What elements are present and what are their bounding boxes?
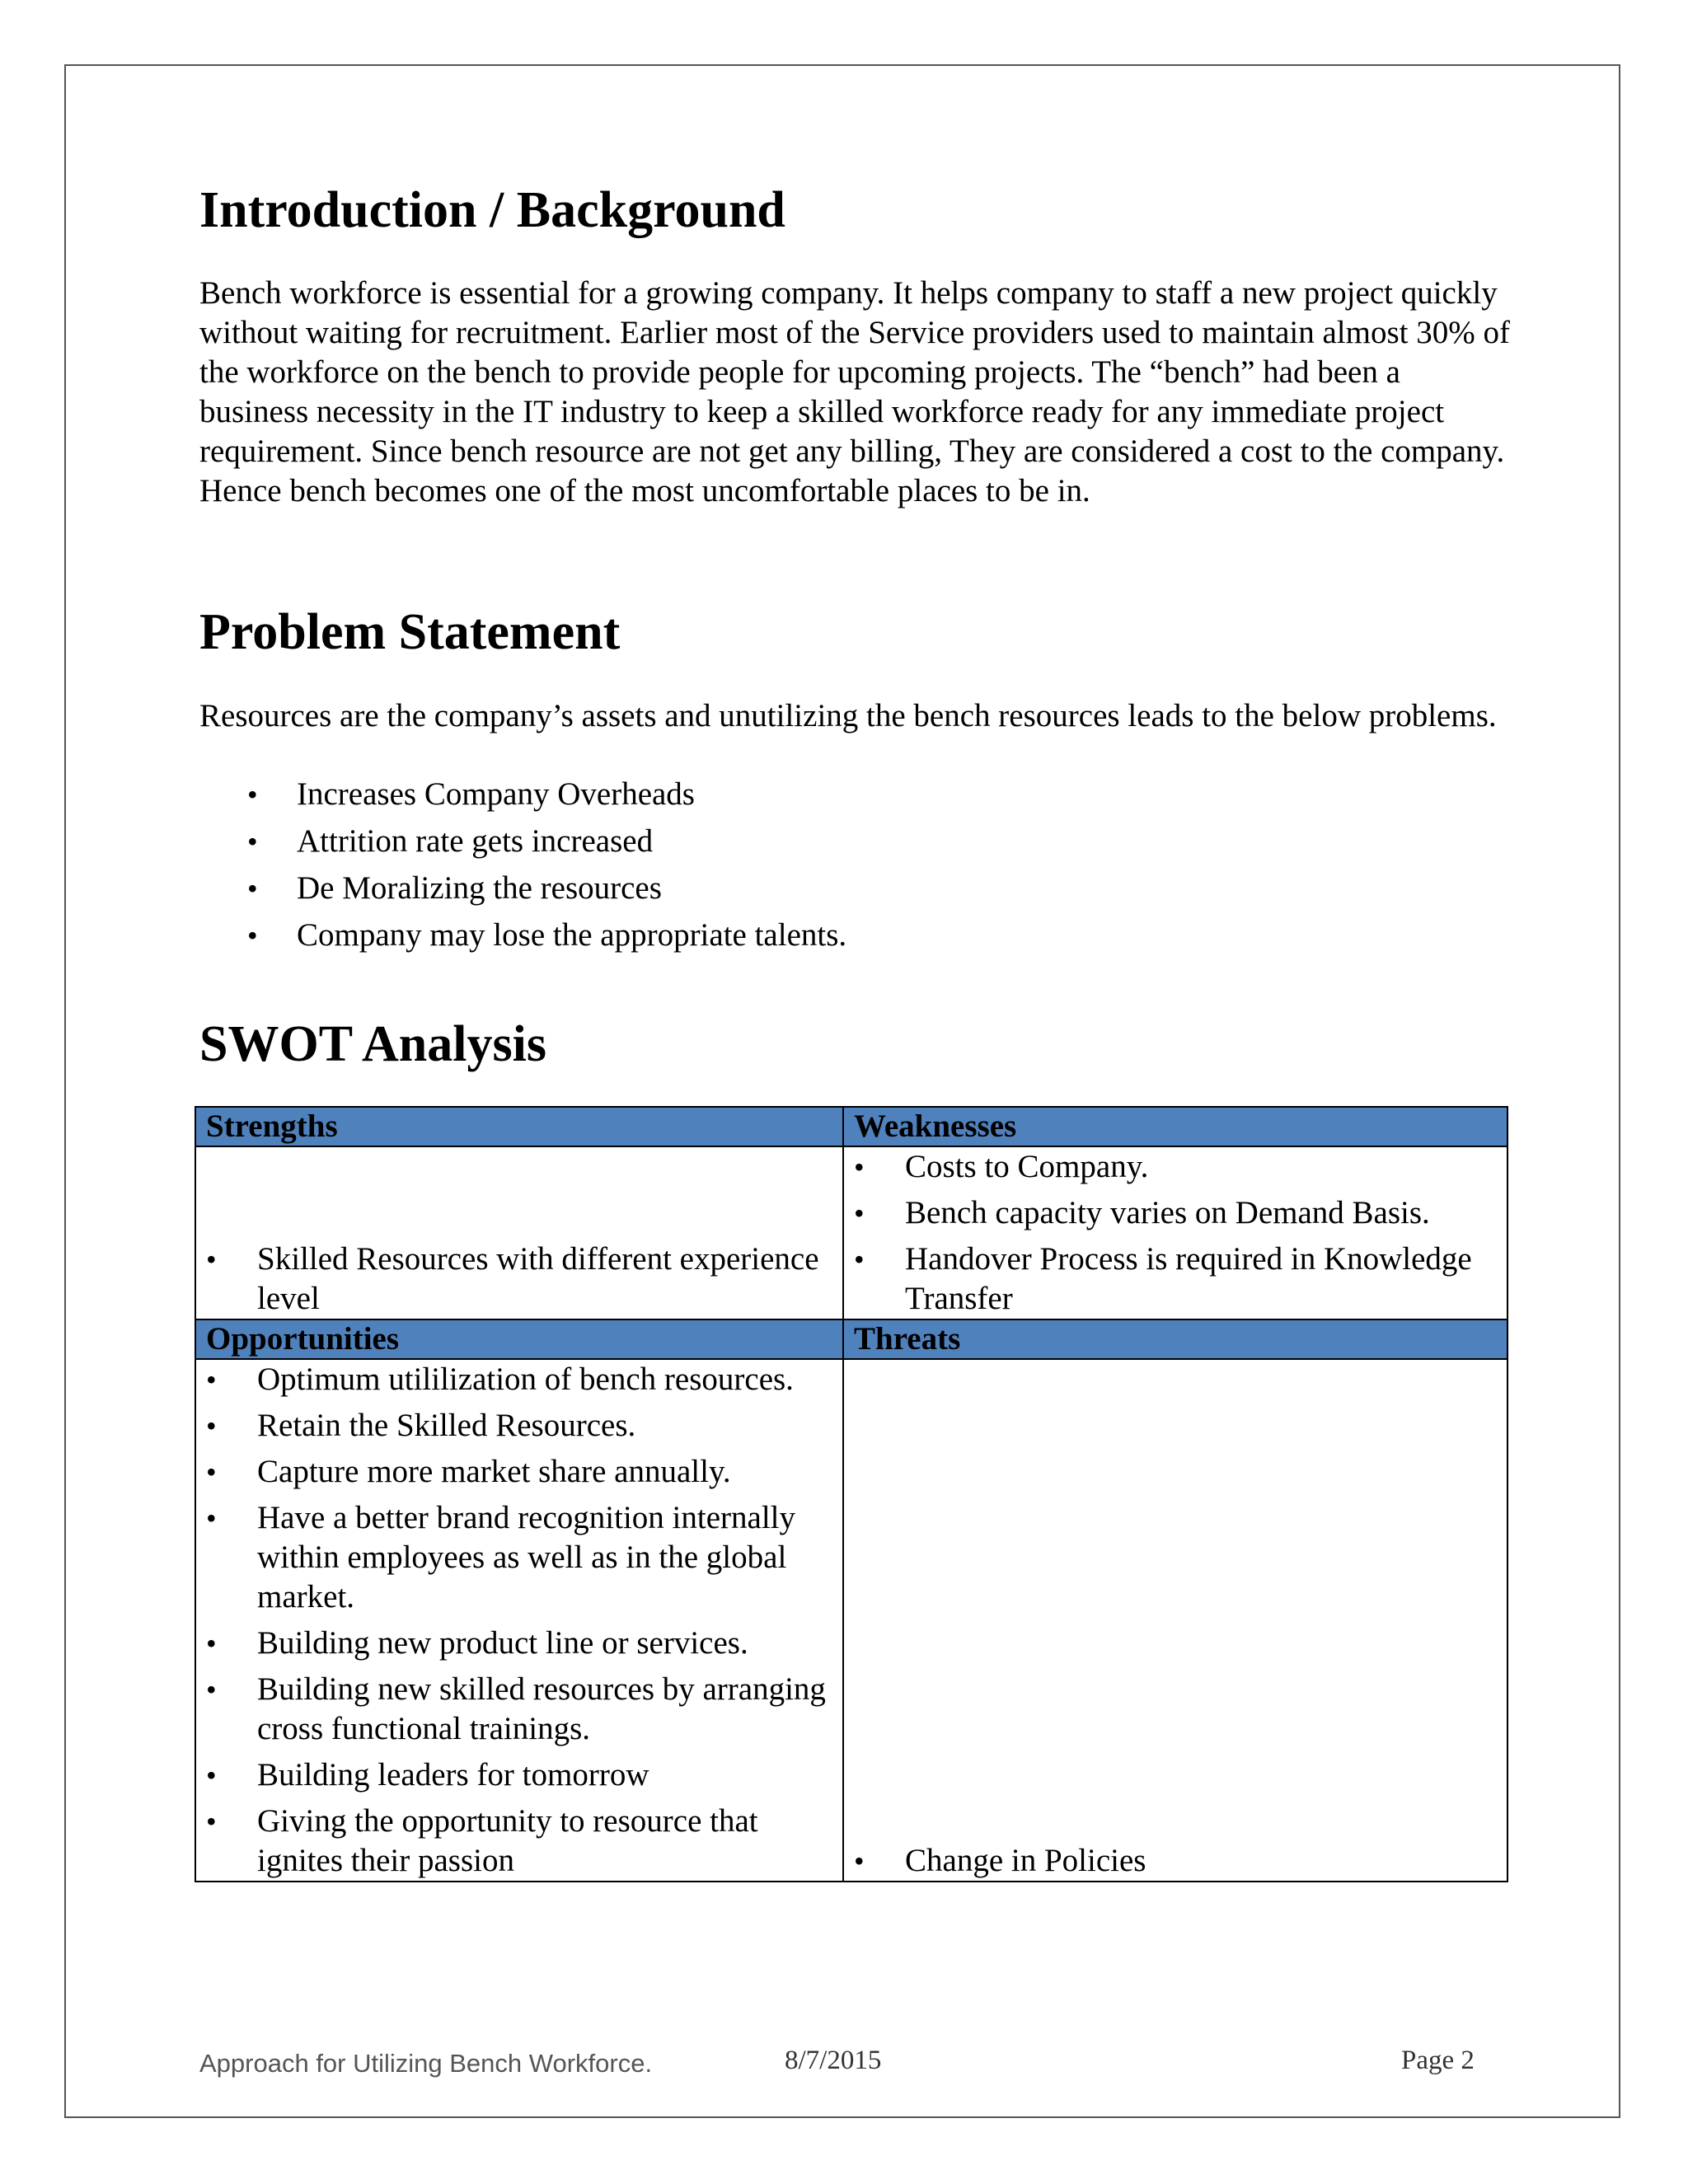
intro-paragraph: Bench workforce is essential for a growing company. It helps company to staff a new project quickly without waiting for recruitment. Earlier most of the Service providers used to maintain almost 30% of the workforce on the bench to provide people for upcoming projects. The “bench” had been a business necessity in the IT industry to keep a skilled workforce ready for any immediate project requirement. Since bench resource are not get any billing, They are considered a cost to the company. Hence bench becomes one of the most uncomfortable places to be in. — [199, 275, 1510, 509]
swot-heading: SWOT Analysis — [199, 1016, 546, 1072]
problem-heading: Problem Statement — [199, 604, 621, 660]
bullet-icon: • — [854, 1844, 865, 1877]
bullet-icon: • — [206, 1627, 217, 1660]
opportunity-item: • Building new product line or services. — [206, 1624, 832, 1663]
problem-paragraph: Resources are the company’s assets and unutilizing the bench resources leads to the below problems. — [199, 698, 1497, 733]
strengths-header: Strengths — [195, 1107, 843, 1146]
opportunity-item: • Have a better brand recognition internally within employees as well as in the global market. — [206, 1500, 795, 1615]
problem-item: • Increases Company Overheads — [247, 775, 846, 822]
threat-item: • Change in Policies — [854, 1841, 1497, 1881]
weakness-item: • Handover Process is required in Knowledge Transfer — [854, 1241, 1472, 1316]
bullet-icon: • — [854, 1197, 865, 1230]
bullet-icon: • — [854, 1243, 865, 1276]
problem-item: • Attrition rate gets increased — [247, 822, 846, 869]
threats-header: Threats — [843, 1319, 1507, 1359]
bullet-icon: • — [247, 872, 258, 905]
opportunity-item: • Building leaders for tomorrow — [206, 1755, 832, 1795]
bullet-icon: • — [206, 1409, 217, 1442]
swot-header-row — [195, 1107, 1507, 1146]
problem-item: • De Moralizing the resources — [247, 869, 846, 916]
opportunity-item: • Giving the opportunity to resource that ignites their passion — [206, 1803, 758, 1878]
bullet-icon: • — [206, 1243, 217, 1276]
footer-date: 8/7/2015 — [785, 2046, 882, 2075]
bullet-icon: • — [206, 1673, 217, 1706]
bullet-icon: • — [247, 919, 258, 952]
opportunities-header: Opportunities — [195, 1319, 843, 1359]
swot-table — [195, 1106, 1508, 1882]
bullet-icon: • — [206, 1502, 217, 1535]
bullet-icon: • — [206, 1805, 217, 1838]
opportunity-item: • Capture more market share annually. — [206, 1452, 832, 1492]
swot-row — [195, 1146, 1507, 1319]
swot-row — [195, 1359, 1507, 1882]
bullet-icon: • — [206, 1363, 217, 1396]
weakness-item: • Bench capacity varies on Demand Basis. — [854, 1193, 1497, 1233]
bullet-icon: • — [206, 1455, 217, 1488]
weakness-item: • Costs to Company. — [854, 1147, 1497, 1187]
intro-heading: Introduction / Background — [199, 182, 785, 238]
bullet-icon: • — [247, 778, 258, 811]
opportunity-item: • Retain the Skilled Resources. — [206, 1406, 832, 1446]
bullet-icon: • — [247, 825, 258, 858]
footer-page-number: Page 2 — [1401, 2046, 1475, 2075]
strengths-cell — [195, 1146, 843, 1319]
opportunity-item: • Optimum utililization of bench resources. — [206, 1360, 832, 1399]
strength-item: • Skilled Resources with different experience level — [206, 1241, 819, 1316]
threats-cell — [843, 1359, 1507, 1882]
bullet-icon: • — [206, 1759, 217, 1792]
problem-item: • Company may lose the appropriate talents. — [247, 916, 846, 963]
opportunity-item: • Building new skilled resources by arranging cross functional trainings. — [206, 1671, 826, 1746]
opportunities-cell — [195, 1359, 843, 1882]
weaknesses-header: Weaknesses — [843, 1107, 1507, 1146]
weaknesses-cell — [843, 1146, 1507, 1319]
footer-document-name: Approach for Utilizing Bench Workforce. — [199, 2049, 653, 2078]
bullet-icon: • — [854, 1151, 865, 1183]
problem-list — [247, 775, 846, 963]
swot-header-row — [195, 1319, 1507, 1359]
